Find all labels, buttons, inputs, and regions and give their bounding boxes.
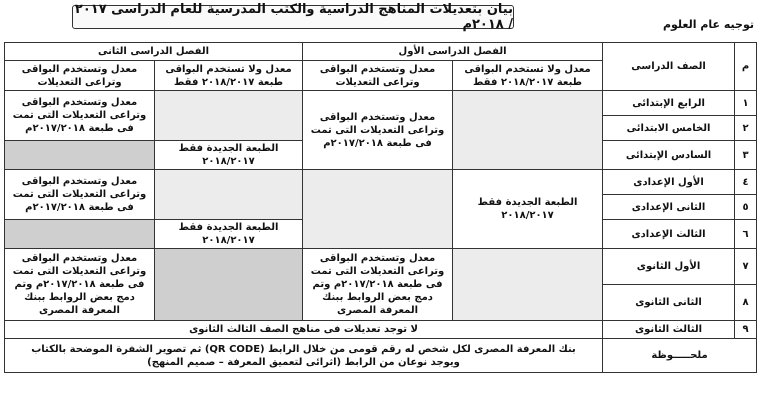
note-line-1: بنك المعرفة المصرى لكل شخص له رقم قومى من خلال الرابط (QR CODE) ثم تصوير الشفرة الموضحة بالكتاب xyxy=(31,343,576,355)
t2-unused-r4-5 xyxy=(155,170,303,220)
row-num: ٣ xyxy=(735,141,757,170)
page-title: بيان بتعديلات المناهج الدراسية والكتب المدرسية للعام الدراسى ٢٠١٧ / ٢٠١٨م xyxy=(72,5,514,29)
t1-used-r1-3: معدل وتستخدم البواقى وتراعى التعديلات التى تمت فى طبعة ٢٠١٧/٢٠١٨م xyxy=(303,91,453,170)
row-grade: الثانى الثانوى xyxy=(603,285,735,321)
row-num: ٩ xyxy=(735,321,757,339)
note-text xyxy=(5,339,603,373)
row-grade: الخامس الابتدائى xyxy=(603,116,735,141)
t1-unused-r7-8-empty xyxy=(453,249,603,321)
header-m: م xyxy=(735,43,757,91)
t2-unused-r1-2 xyxy=(155,91,303,141)
t2-used-r6-empty xyxy=(5,220,155,249)
t2-unused-r7-8-empty xyxy=(155,249,303,321)
t2-used-r7-8: معدل وتستخدم البواقى وتراعى التعديلات التى تمت فى طبعة ٢٠١٧/٢٠١٨م وتم دمج بعض الروابط ببنك المعرفة المصرى xyxy=(5,249,155,321)
t2-used-r4-5: معدل وتستخدم البواقى وتراعى التعديلات التى تمت فى طبعة ٢٠١٧/٢٠١٨م xyxy=(5,170,155,220)
row-num: ٤ xyxy=(735,170,757,195)
row-grade: الرابع الإبتدائى xyxy=(603,91,735,116)
header-term2-used: معدل وتستخدم البواقى وتراعى التعديلات xyxy=(5,61,155,91)
row-num: ٢ xyxy=(735,116,757,141)
note-label: ملحـــــوظة xyxy=(603,339,757,373)
row-grade: الأول الإعدادى xyxy=(603,170,735,195)
header-term1: الفصل الدراسى الأول xyxy=(303,43,603,61)
row-grade: الثانى الإعدادى xyxy=(603,195,735,220)
row-num: ٧ xyxy=(735,249,757,285)
t1-used-r7-8: معدل وتستخدم البواقى وتراعى التعديلات التى تمت فى طبعة ٢٠١٧/٢٠١٨م وتم دمج بعض الروابط ببنك المعرفة المصرى xyxy=(303,249,453,321)
header-term2: الفصل الدراسى الثانى xyxy=(5,43,303,61)
no-changes-cell: لا توجد تعديلات فى مناهج الصف الثالث الثانوى xyxy=(5,321,603,339)
t2-unused-r3: الطبعة الجديدة فقط ٢٠١٨/٢٠١٧ xyxy=(155,141,303,170)
t2-unused-r6: الطبعة الجديدة فقط ٢٠١٨/٢٠١٧ xyxy=(155,220,303,249)
row-grade: السادس الإبتدائى xyxy=(603,141,735,170)
t2-used-r3-empty xyxy=(5,141,155,170)
t1-unused-r1-3 xyxy=(453,91,603,170)
row-num: ٥ xyxy=(735,195,757,220)
note-line-2: ويوجد نوعان من الرابط (اثرائى لتعميق المعرفة – صميم المنهج) xyxy=(147,356,460,368)
row-grade: الثالث الثانوى xyxy=(603,321,735,339)
t1-used-r4-6-empty xyxy=(303,170,453,249)
department-label: توجيه عام العلوم xyxy=(662,18,754,31)
row-grade: الأول الثانوى xyxy=(603,249,735,285)
curriculum-table xyxy=(4,42,757,373)
header-term1-used: معدل وتستخدم البواقى وتراعى التعديلات xyxy=(303,61,453,91)
t1-unused-r4-6: الطبعة الجديدة فقط ٢٠١٨/٢٠١٧ xyxy=(453,170,603,249)
header-term1-unused: معدل ولا تستخدم البواقى طبعة ٢٠١٨/٢٠١٧ فقط xyxy=(453,61,603,91)
row-num: ٨ xyxy=(735,285,757,321)
header-term2-unused: معدل ولا تستخدم البواقى طبعة ٢٠١٨/٢٠١٧ فقط xyxy=(155,61,303,91)
row-num: ٦ xyxy=(735,220,757,249)
t2-used-r1-2: معدل وتستخدم البواقى وتراعى التعديلات التى تمت فى طبعة ٢٠١٧/٢٠١٨م xyxy=(5,91,155,141)
row-num: ١ xyxy=(735,91,757,116)
row-grade: الثالث الإعدادى xyxy=(603,220,735,249)
header-grade: الصف الدراسى xyxy=(603,43,735,91)
